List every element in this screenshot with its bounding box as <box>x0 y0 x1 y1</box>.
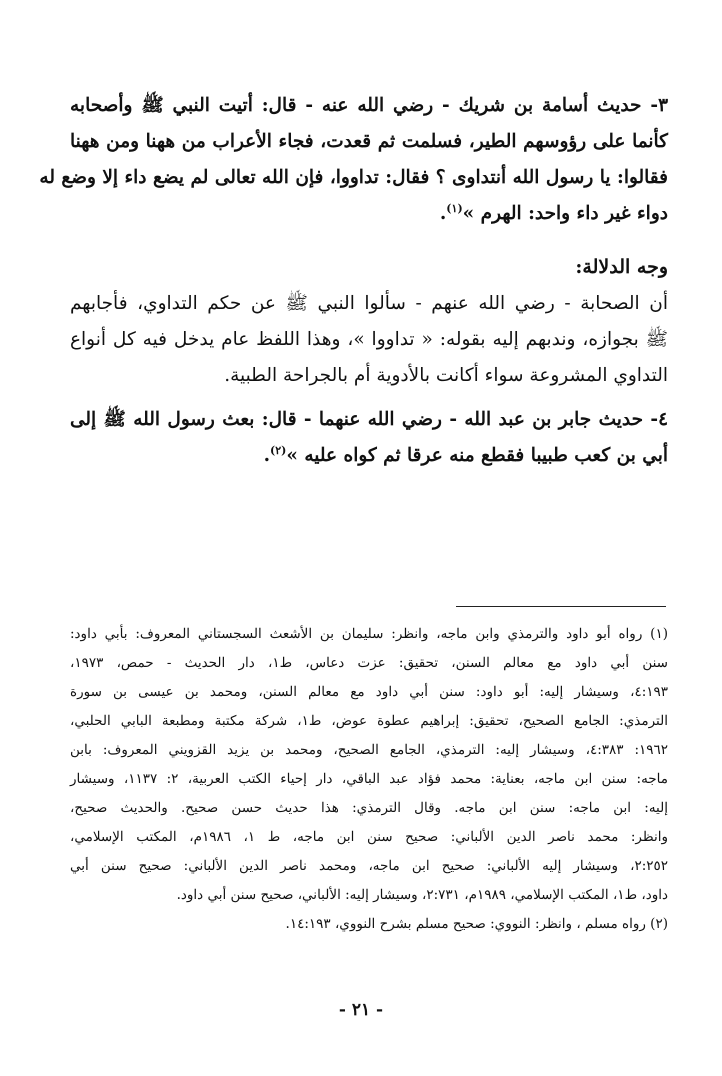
footnote-line: ٢:٢٥٢، وسيشار إليه الألباني: صحيح ابن ماجه، ومحمد ناصر الدين الألباني: صحيح سنن أبي <box>70 858 668 874</box>
hadith4-line-1: ٤- حديث جابر بن عبد الله - رضي الله عنهما - قال: بعث رسول الله ﷺ إلى <box>70 409 668 430</box>
footnote-line: داود، ط١، المكتب الإسلامي، ١٩٨٩م، ٢:٧٣١، وسيشار إليه: الألباني، صحيح سنن أبي داود. <box>176 887 668 903</box>
hadith3-line-4 <box>70 196 668 232</box>
footnote-line: إليه: ابن ماجه: سنن ابن ماجه. وقال الترمذي: هذا حديث حسن صحيح. والحديث صحيح، <box>70 800 668 816</box>
footnote-line: سنن أبي داود مع معالم السنن، تحقيق: عزت دعاس، ط١، دار الحديث - حمص، ١٩٧٣، <box>70 655 668 671</box>
section-title-dalala: وجه الدلالة: <box>575 256 668 278</box>
hadith3-line-3: فقالوا: يا رسول الله أنتداوى ؟ فقال: تداووا، فإن الله تعالى لم يضع داء إلا وضع له <box>39 167 668 188</box>
hadith3-line-1: ٣- حديث أسامة بن شريك - رضي الله عنه - قال: أتيت النبي ﷺ وأصحابه <box>70 95 668 116</box>
footnote-line: وانظر: محمد ناصر الدين الألباني: صحيح سنن ابن ماجه، ط ١، ١٩٨٦م، المكتب الإسلامي، <box>70 829 668 845</box>
hadith4-line-2-text: أبي بن كعب طبيبا فقطع منه عرقا ثم كواه عليه » <box>286 445 668 466</box>
hadith4-line-2 <box>70 438 668 474</box>
hadith3-line-2: كأنما على رؤوسهم الطير، فسلمت ثم قعدت، فجاء الأعراب من ههنا ومن ههنا <box>70 131 668 152</box>
dalala-line-3: التداوي المشروعة سواء أكانت بالأدوية أم بالجراحة الطبية. <box>224 365 668 386</box>
footnote-ref-2: (٢) <box>270 443 287 457</box>
footnote-line: ماجه: سنن ابن ماجه، بعناية: محمد فؤاد عبد الباقي، دار إحياء الكتب العربية، ٢: ١١٣٧، وسيشار <box>70 771 668 787</box>
page-number: - ٢١ - <box>338 1000 384 1020</box>
hadith3-line-4-text: دواء غير داء واحد: الهرم » <box>462 203 668 224</box>
footnote-divider <box>456 606 666 607</box>
footnote-line: (٢) رواه مسلم ، وانظر: النووي: صحيح مسلم بشرح النووي، ١٤:١٩٣. <box>285 916 668 932</box>
dalala-line-2: ﷺ بجوازه، وندبهم إليه بقوله: « تداووا »، وهذا اللفظ عام يدخل فيه كل أنواع <box>70 329 668 350</box>
footnote-ref-1: (١) <box>446 201 463 215</box>
footnotes <box>70 620 668 939</box>
footnote-line: ١٩٦٢: ٤:٣٨٣، وسيشار إليه: الترمذي، الجامع الصحيح، ومحمد بن يزيد القزويني المعروف: بابن <box>70 742 669 758</box>
main-text <box>39 88 668 474</box>
footnote-line: ٤:١٩٣، وسيشار إليه: أبو داود: سنن أبي داود مع معالم السنن، ومحمد بن عيسى بن سورة <box>70 684 668 700</box>
footnote-line: (١) رواه أبو داود والترمذي وابن ماجه، وانظر: سليمان بن الأشعث السجستاني المعروف: بأبي داود: <box>70 626 668 642</box>
hadith4-end: . <box>263 445 271 466</box>
dalala-line-1: أن الصحابة - رضي الله عنهم - سألوا النبي ﷺ عن حكم التداوي، فأجابهم <box>70 293 668 314</box>
footnote-line: الترمذي: الجامع الصحيح، تحقيق: إبراهيم عطوة عوض، ط١، شركة مكتبة ومطبعة البابي الحلبي، <box>70 713 668 729</box>
hadith3-end: . <box>439 203 447 224</box>
